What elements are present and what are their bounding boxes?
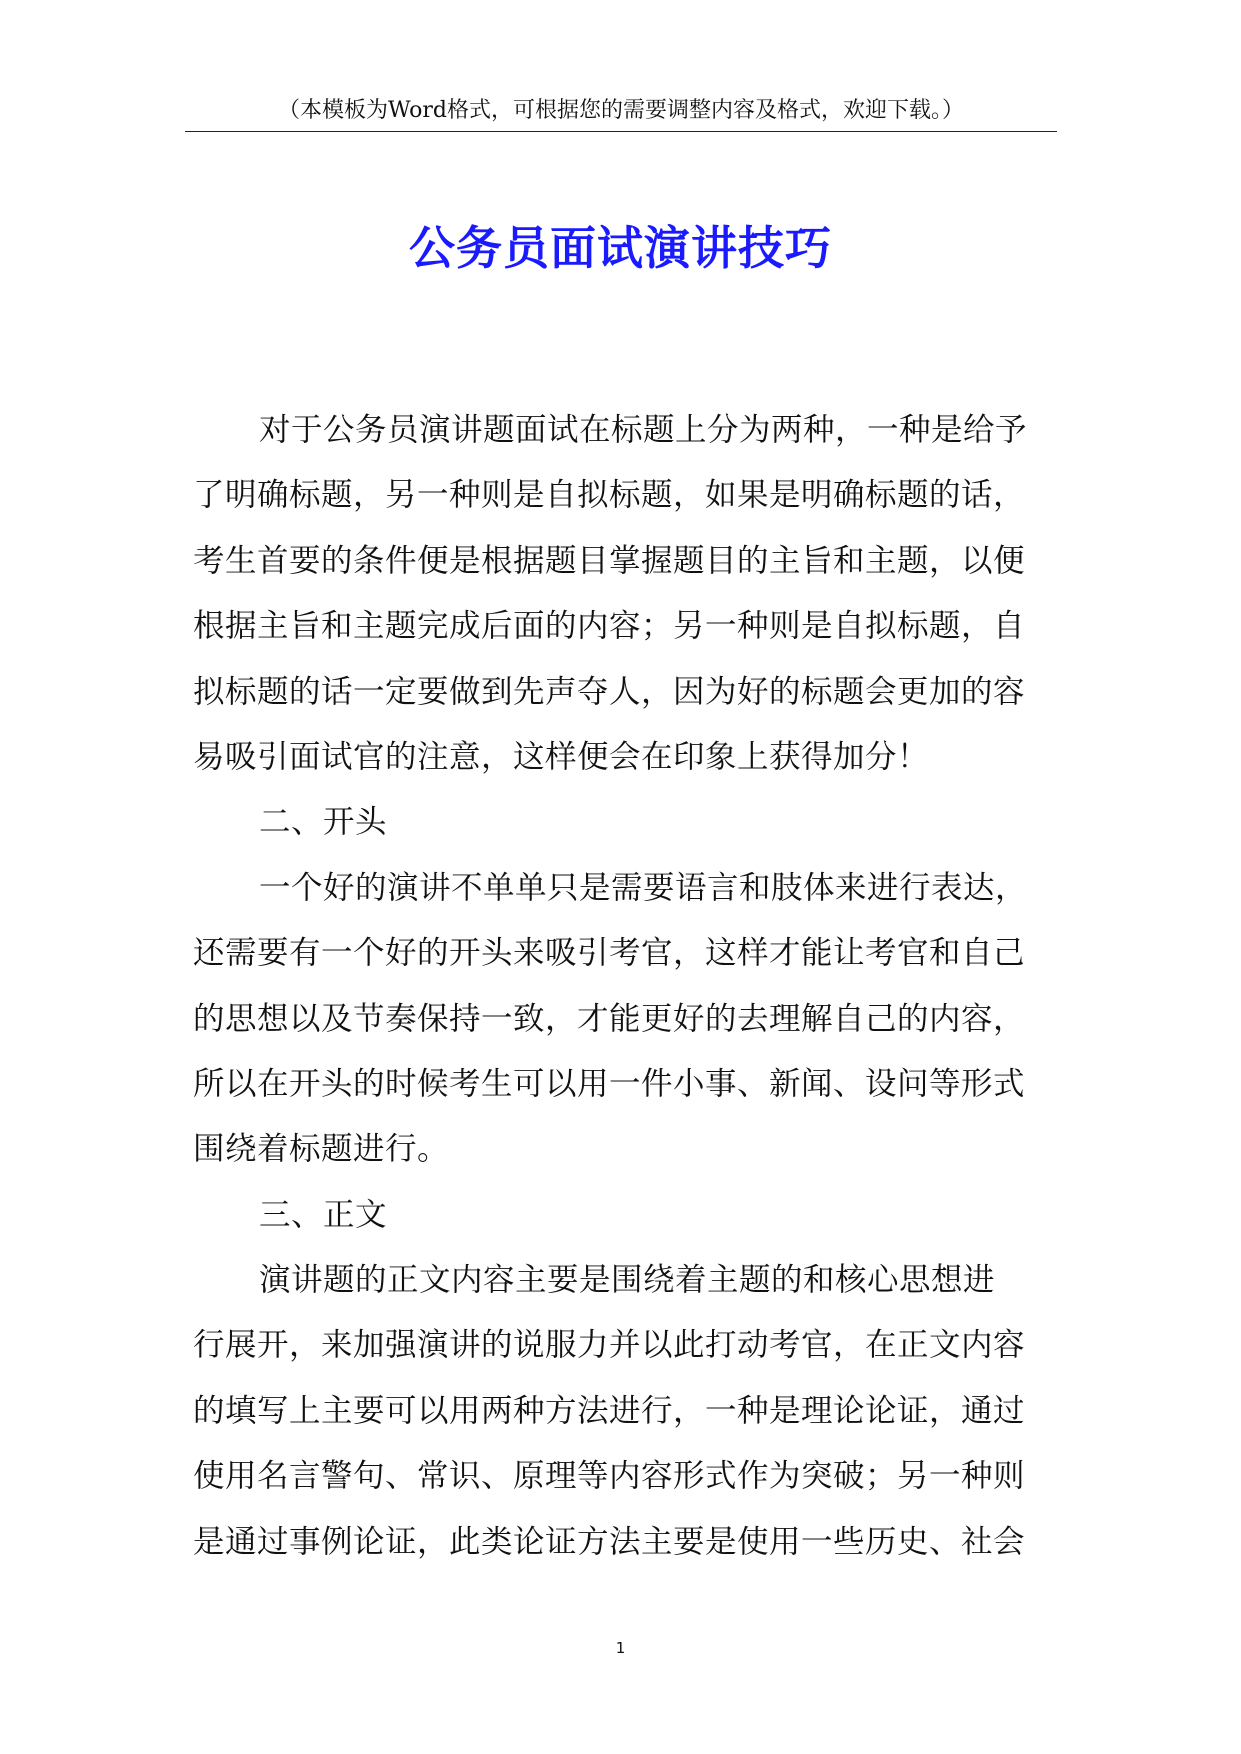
body-line: 易吸引面试官的注意，这样便会在印象上获得加分！: [193, 738, 930, 775]
body-line: 还需要有一个好的开头来吸引考官，这样才能让考官和自己: [193, 935, 1026, 972]
body-line: 二、开头: [259, 804, 388, 841]
body-line: 的填写上主要可以用两种方法进行，一种是理论论证，通过: [193, 1392, 1026, 1429]
body-line: 一个好的演讲不单单只是需要语言和肢体来进行表达，: [259, 869, 1028, 906]
body-line: 了明确标题，另一种则是自拟标题，如果是明确标题的话，: [193, 477, 1026, 514]
body-line: 围绕着标题进行。: [193, 1131, 450, 1168]
header-note: （本模板为Word格式，可根据您的需要调整内容及格式，欢迎下载。）: [278, 98, 964, 123]
body-line: 拟标题的话一定要做到先声夺人，因为好的标题会更加的容: [193, 673, 1026, 710]
header-divider: [185, 131, 1057, 132]
body-line: 是通过事例论证，此类论证方法主要是使用一些历史、社会: [193, 1523, 1026, 1560]
body-line: 演讲题的正文内容主要是围绕着主题的和核心思想进: [259, 1262, 996, 1299]
body-line: 对于公务员演讲题面试在标题上分为两种，一种是给予: [259, 412, 1028, 448]
body-line: 行展开，来加强演讲的说服力并以此打动考官，在正文内容: [193, 1327, 1026, 1364]
page-number: 1: [615, 1639, 626, 1657]
body-line: 考生首要的条件便是根据题目掌握题目的主旨和主题，以便: [193, 542, 1026, 579]
body-line: 三、正文: [259, 1196, 388, 1233]
body-line: 根据主旨和主题完成后面的内容；另一种则是自拟标题，自: [193, 608, 1026, 645]
document-title: 公务员面试演讲技巧: [409, 221, 832, 275]
body-line: 使用名言警句、常识、原理等内容形式作为突破；另一种则: [193, 1458, 1026, 1495]
document-body: [193, 398, 1065, 1575]
body-line: 所以在开头的时候考生可以用一件小事、新闻、设问等形式: [193, 1065, 1026, 1102]
body-line: 的思想以及节奏保持一致，才能更好的去理解自己的内容，: [193, 1000, 1026, 1037]
